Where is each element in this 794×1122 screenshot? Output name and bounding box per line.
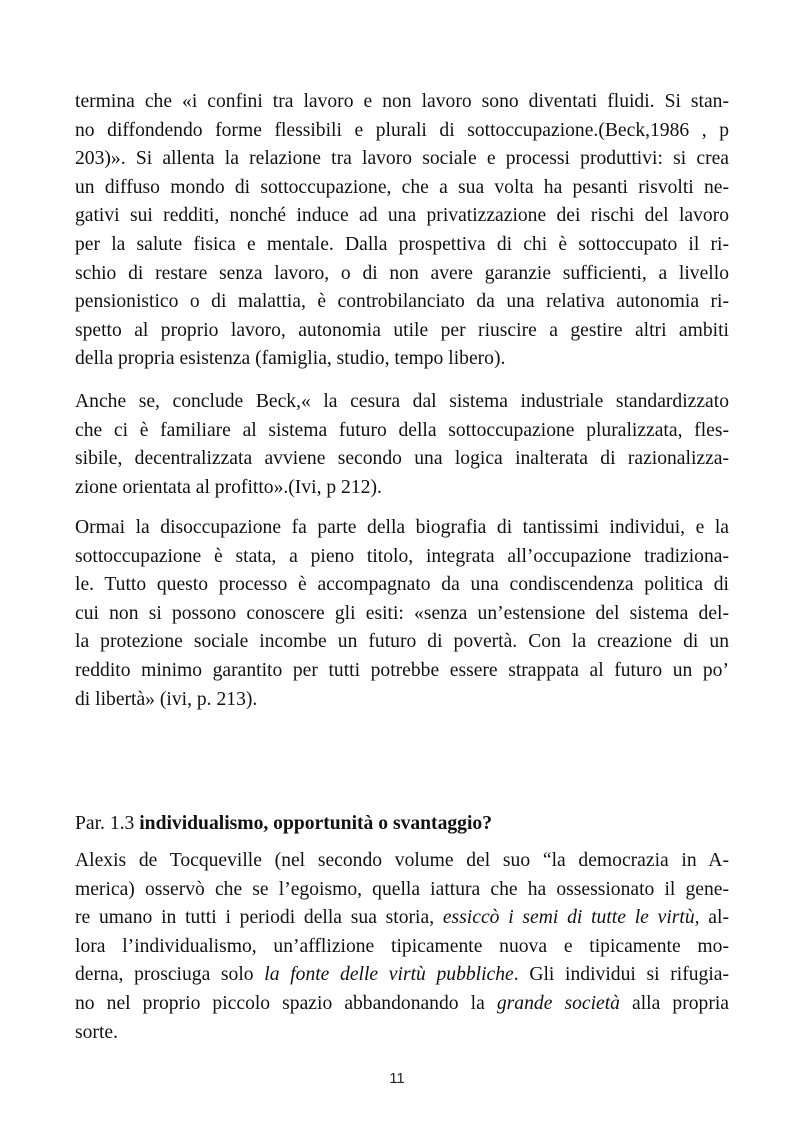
section-heading (75, 810, 729, 839)
text-line: no diffondendo forme flessibili e plurali di sottoccupazione.(Beck,1986 , p (75, 119, 729, 141)
text-line (75, 904, 729, 933)
text-line: reddito minimo garantito per tutti potrebbe essere strappata al futuro un po’ (75, 659, 729, 681)
text-line: Ormai la disoccupazione fa parte della biografia di tantissimi individui, e la (75, 517, 729, 538)
text-line: termina che «i confini tra lavoro e non lavoro sono diventati fluidi. Si stan- (75, 91, 729, 112)
text-line: della propria esistenza (famiglia, studio, tempo libero). (75, 348, 506, 370)
text-run: . Gli individui si rifugia- (513, 964, 729, 986)
text-line: zione orientata al profitto».(Ivi, p 212). (75, 476, 382, 498)
emphasized-text: essiccò i semi di tutte le virtù, (442, 907, 700, 929)
text-run: al- (699, 907, 729, 929)
text-run: derna, prosciuga solo (75, 964, 265, 986)
text-line: spetto al proprio lavoro, autonomia utile per riuscire a gestire altri ambiti (75, 319, 729, 341)
paragraph-tocqueville (75, 847, 729, 1047)
text-line: cui non si possono conoscere gli esiti: «senza un’estensione del sistema del- (75, 602, 729, 624)
paragraph-beck-sottoccupazione (75, 88, 729, 374)
section-title: individualismo, opportunità o svantaggio? (139, 813, 493, 834)
text-line: merica) osservò che se l’egoismo, quella iattura che ha ossessionato il gene- (75, 878, 729, 900)
text-line: sottoccupazione è stata, a pieno titolo, integrata all’occupazione tradiziona- (75, 545, 729, 567)
paragraph-beck-conclusione (75, 388, 729, 502)
text-line: Anche se, conclude Beck,« la cesura dal sistema industriale standardizzato (75, 391, 729, 412)
text-line: sibile, decentralizzata avviene secondo una logica inalterata di razionalizza- (75, 448, 729, 470)
text-line: gativi sui redditi, nonché induce ad una privatizzazione dei rischi del lavoro (75, 205, 729, 227)
text-line: schio di restare senza lavoro, o di non avere garanzie sufficienti, a livello (75, 262, 729, 284)
section-number: Par. 1.3 (75, 813, 135, 834)
paragraph-disoccupazione (75, 514, 729, 714)
text-run: re umano in tutti i periodi della sua storia, (75, 907, 443, 929)
page-number: 11 (389, 1070, 405, 1087)
text-line: che ci è familiare al sistema futuro della sottoccupazione pluralizzata, fles- (75, 419, 729, 441)
text-line: 203)». Si allenta la relazione tra lavoro sociale e processi produttivi: si crea (75, 148, 729, 170)
emphasized-text: la fonte delle virtù pubbliche (264, 964, 514, 986)
text-line: la protezione sociale incombe un futuro di povertà. Con la creazione di un (75, 631, 729, 653)
text-line: di libertà» (ivi, p. 213). (75, 688, 258, 710)
text-line (75, 990, 729, 1019)
text-line: le. Tutto questo processo è accompagnato da una condiscendenza politica di (75, 574, 729, 596)
text-line: lora l’individualismo, un’afflizione tipicamente nuova e tipicamente mo- (75, 935, 729, 957)
text-run: alla propria (619, 992, 729, 1014)
text-line: un diffuso mondo di sottoccupazione, che a sua volta ha pesanti risvolti ne- (75, 176, 729, 198)
text-line: pensionistico o di malattia, è controbilanciato da una relativa autonomia ri- (75, 291, 729, 313)
text-line (75, 961, 729, 990)
text-run: no nel proprio piccolo spazio abbandonando la (75, 992, 497, 1014)
text-line: per la salute fisica e mentale. Dalla prospettiva di chi è sottoccupato il ri- (75, 233, 729, 255)
text-line: Alexis de Tocqueville (nel secondo volume del suo “la democrazia in A- (75, 850, 729, 871)
emphasized-text: grande società (496, 992, 620, 1014)
text-line: sorte. (75, 1021, 118, 1043)
